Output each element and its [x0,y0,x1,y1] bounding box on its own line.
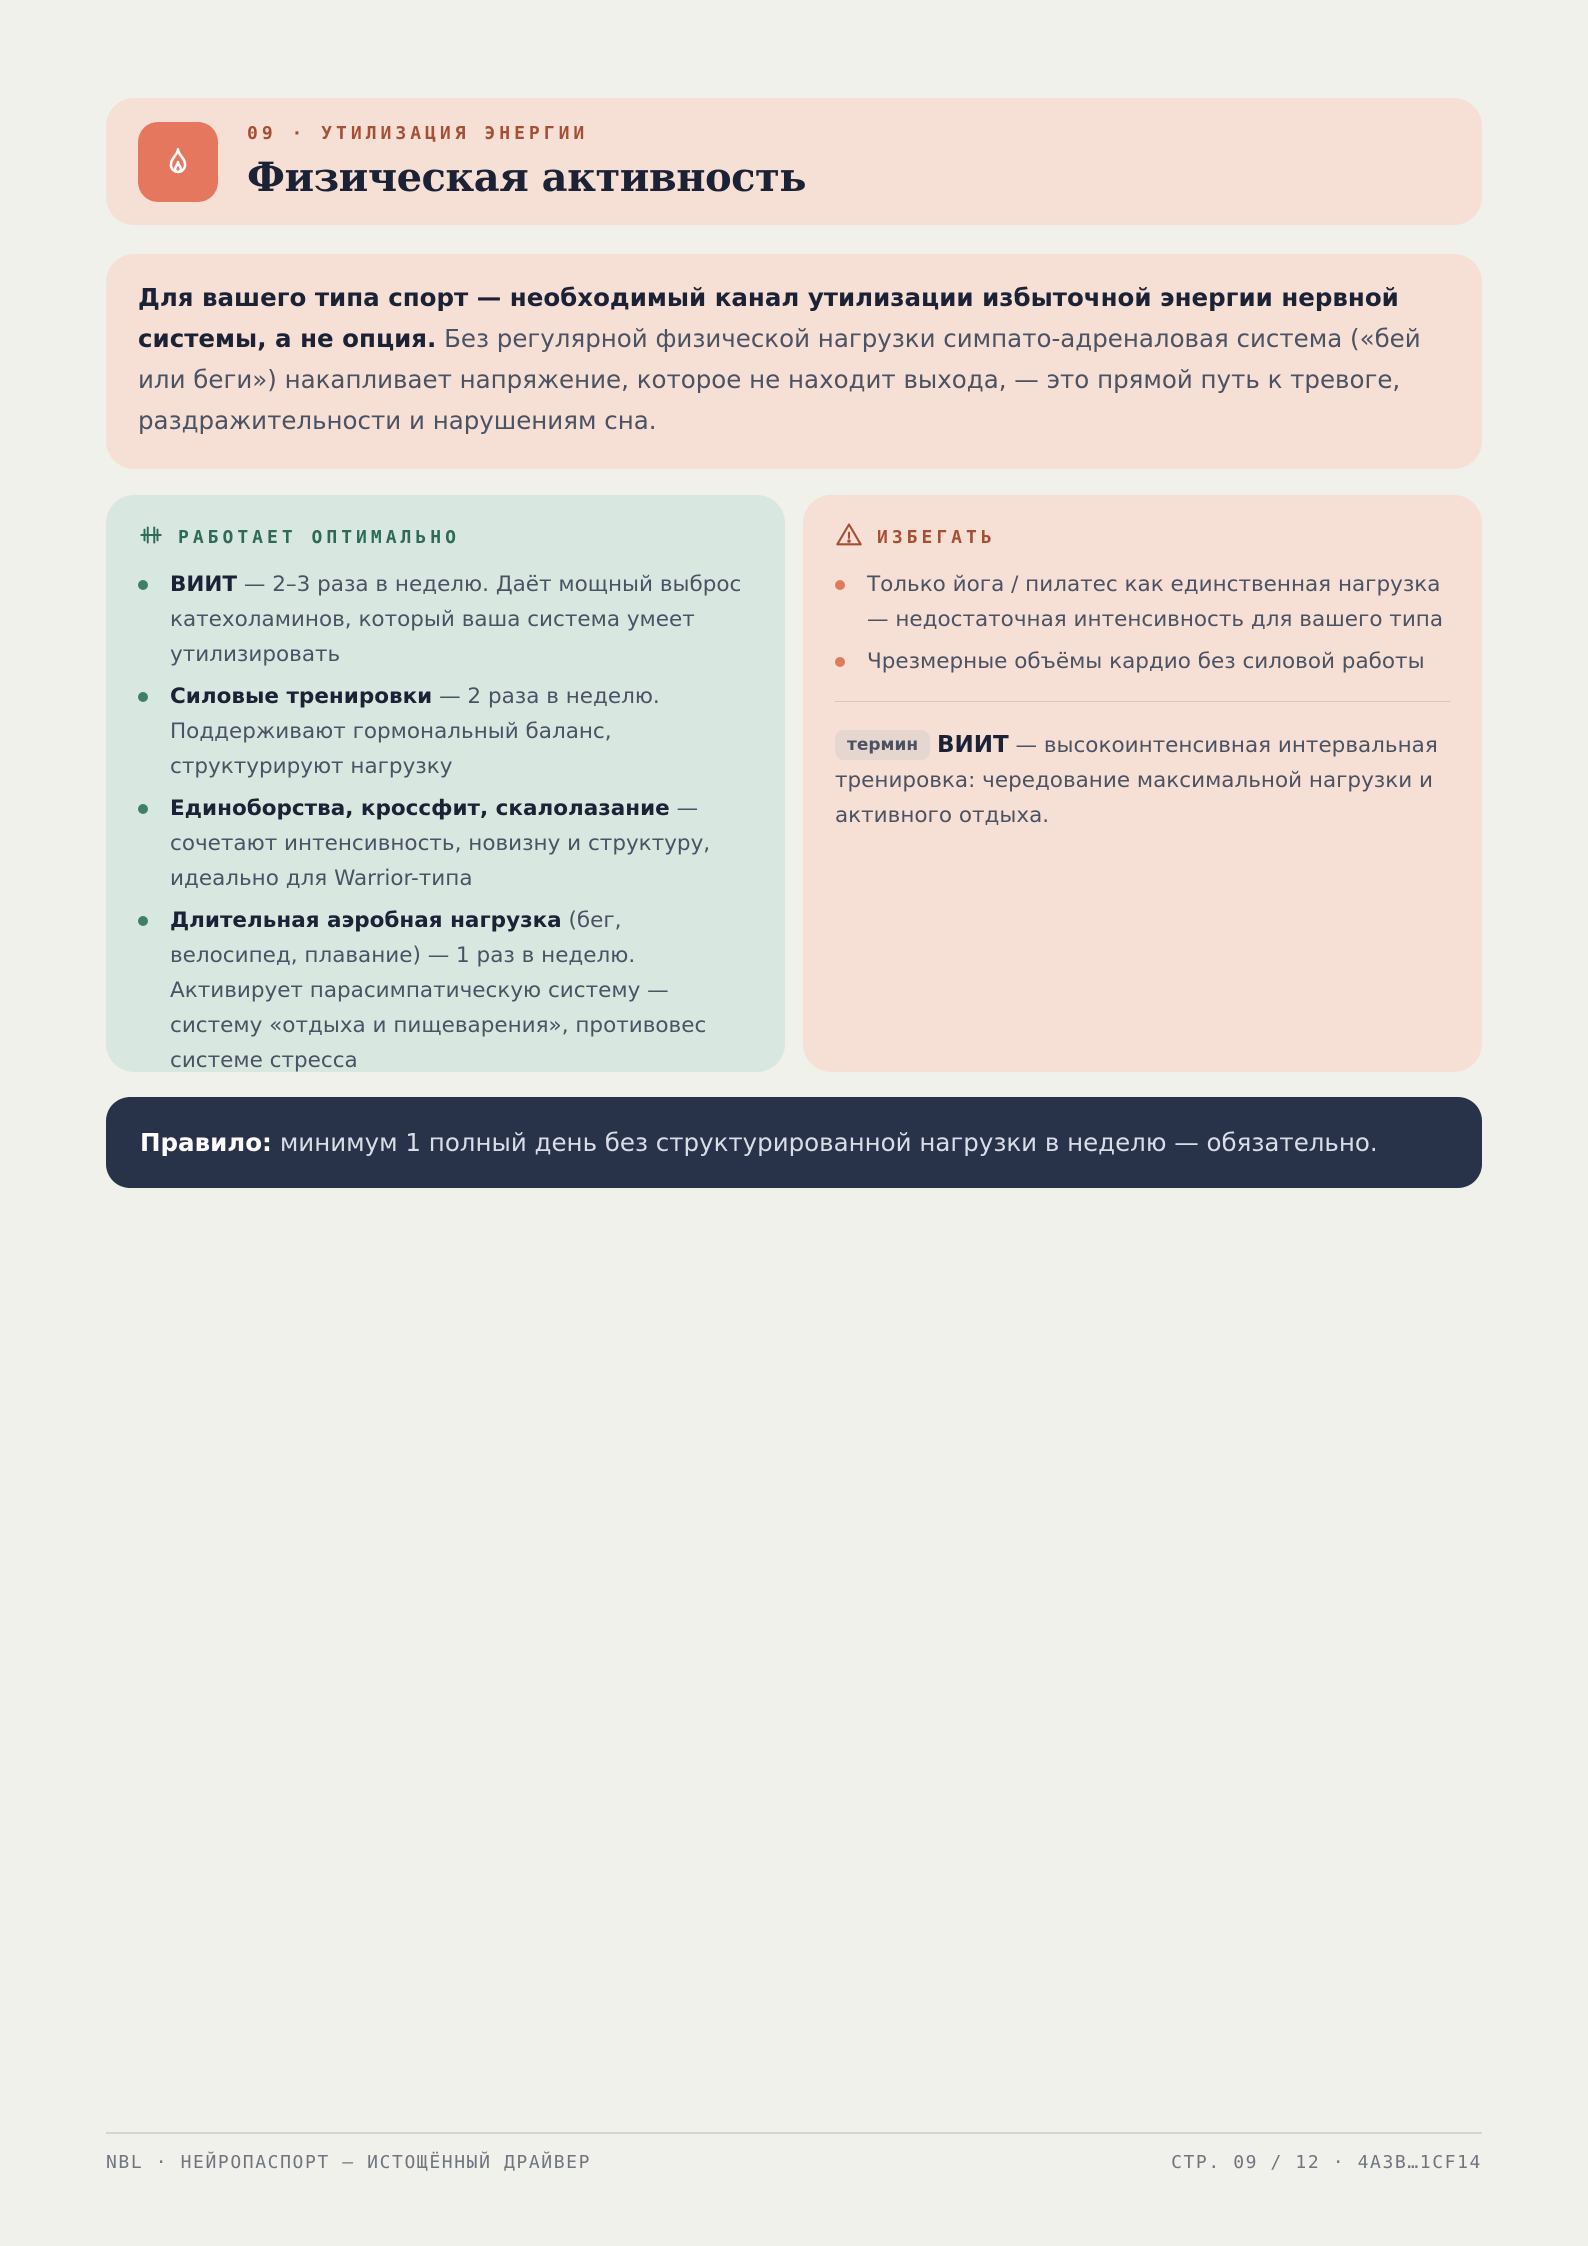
footer-right: СТР. 09 / 12 · 4A3B…1CF14 [1171,2152,1482,2173]
footer-left: NBL · НЕЙРОПАСПОРТ — ИСТОЩЁННЫЙ ДРАЙВЕР [106,2152,592,2173]
section-eyebrow: 09 · УТИЛИЗАЦИЯ ЭНЕРГИИ [247,122,589,144]
optimal-heading [138,521,753,553]
term-text: — высокоинтенсивная интервальная тренировка: чередование максимальной нагрузки и активного отдыха. [835,733,1438,828]
avoid-list [835,567,1450,679]
rule-label: Правило: [140,1128,272,1157]
avoid-card [803,495,1482,1072]
term-word: ВИИТ [936,732,1009,758]
list-item [138,679,753,784]
item-term: ВИИТ [170,572,238,597]
page-title: Физическая активность [247,153,806,201]
divider [835,701,1450,702]
term-badge: термин [835,730,930,760]
page [106,98,1482,1188]
list-item [138,567,753,672]
warning-icon [835,521,863,554]
optimal-list [138,567,753,1078]
term-definition [835,728,1450,833]
header-text [247,123,806,201]
item-text: — 2 раза в неделю. Поддерживают гормональный баланс, структурируют нагрузку [170,684,660,779]
optimal-heading-label: РАБОТАЕТ ОПТИМАЛЬНО [178,526,460,548]
list-item [138,903,753,1078]
rule-banner [106,1097,1482,1188]
optimal-card [106,495,785,1072]
list-item: Чрезмерные объёмы кардио без силовой работы [835,644,1450,679]
rule-text: минимум 1 полный день без структурированной нагрузки в неделю — обязательно. [279,1128,1378,1157]
intro-lead: Для вашего типа спорт — необходимый канал утилизации избыточной энергии нервной системы, а не опция. [138,283,1399,353]
item-term: Длительная аэробная нагрузка [170,908,562,933]
intro-body: Без регулярной физической нагрузки симпато-адреналовая система («бей или беги») накапливает напряжение, которое не находит выхода, — это прямой путь к тревоге, раздражительности и нарушениям сна. [138,324,1421,435]
section-header [106,98,1482,225]
avoid-heading [835,521,1450,553]
item-text: — 2–3 раза в неделю. Даёт мощный выброс катехоламинов, который ваша система умеет утилизировать [170,572,742,667]
columns [106,495,1482,1072]
avoid-heading-label: ИЗБЕГАТЬ [877,526,996,548]
item-text: (бег, велосипед, плавание) — 1 раз в неделю. Активирует парасимпатическую систему — систему «отдыха и пищеварения», противовес системе стресса [170,908,707,1073]
list-item: Только йога / пилатес как единственная нагрузка — недостаточная интенсивность для вашего типа [835,567,1450,637]
flame-icon [138,122,218,202]
item-term: Единоборства, кроссфит, скалолазание [170,796,670,821]
item-text: — сочетают интенсивность, новизну и структуру, идеально для Warrior-типа [170,796,711,891]
intro-paragraph [106,254,1482,469]
dumbbell-icon [138,522,164,553]
page-footer [106,2132,1482,2173]
list-item [138,791,753,896]
item-term: Силовые тренировки [170,684,433,709]
